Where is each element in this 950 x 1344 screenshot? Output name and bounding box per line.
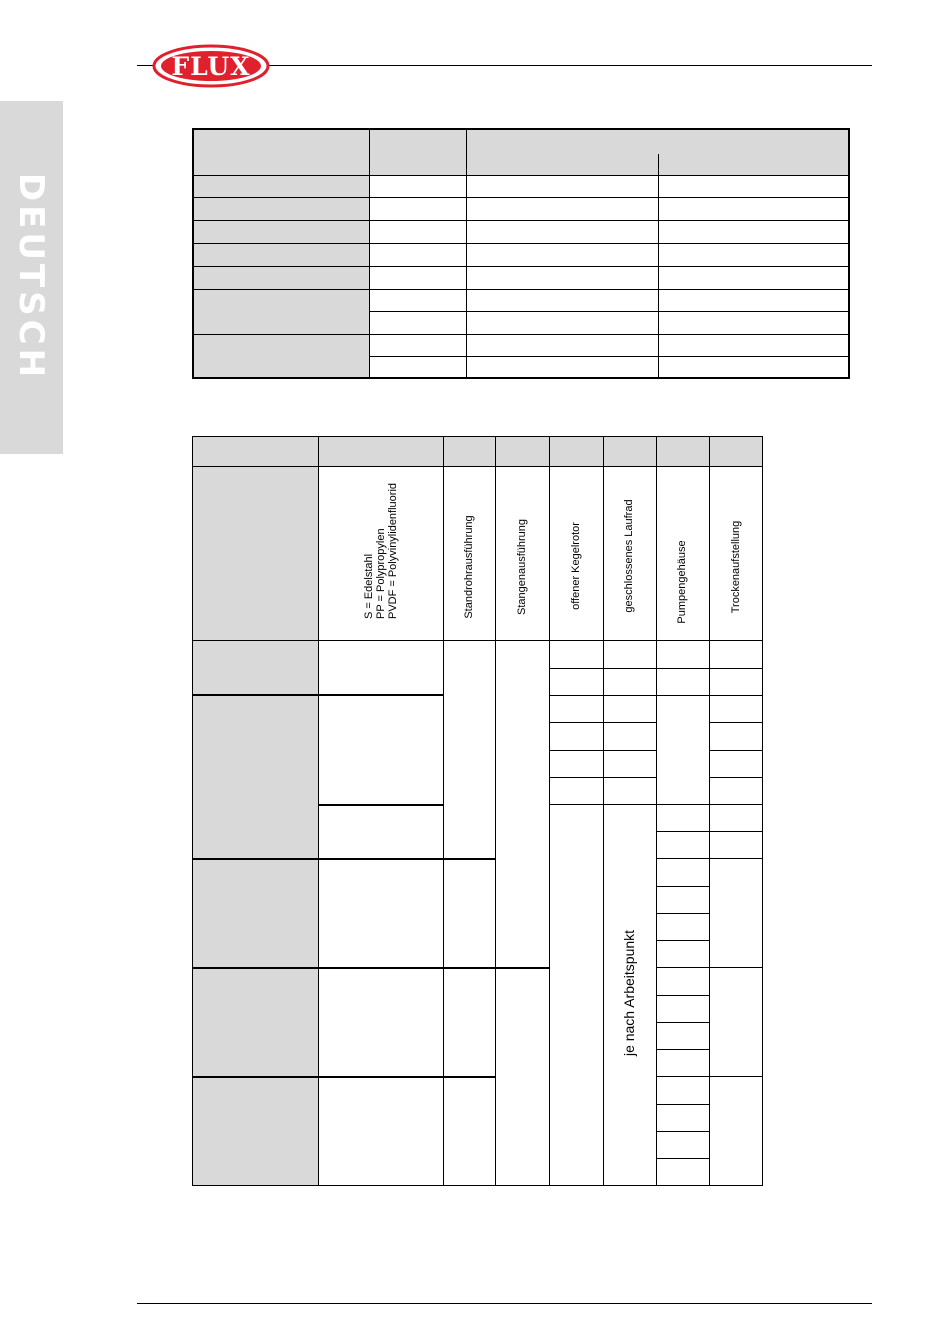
header-stange: Stangenausführung: [516, 518, 528, 616]
flux-logo: [152, 44, 270, 88]
header-trockenaufstellung: Trockenaufstellung: [730, 520, 742, 614]
span-note: je nach Arbeitspunkt: [621, 929, 637, 1057]
table-technical-data: [192, 128, 850, 379]
logo-text: FLUX: [171, 52, 251, 81]
table-pump-variants: [192, 436, 763, 1186]
language-label: DEUTSCH: [11, 172, 51, 382]
table1-header-row: [194, 130, 848, 175]
footer-rule: [137, 1303, 872, 1304]
header-standrohr: Standrohrausführung: [463, 515, 475, 619]
material-legend: S = Edelstahl PP = Polypropylen PVDF = Polyvinylidenfluorid: [363, 482, 399, 620]
table2-header-row: [193, 437, 762, 466]
table1-label-column: [194, 175, 369, 377]
header-pumpengehaeuse: Pumpengehäuse: [676, 540, 688, 624]
header-kegelrotor: offener Kegelrotor: [570, 522, 582, 610]
header-laufrad: geschlossenes Laufrad: [623, 499, 635, 613]
